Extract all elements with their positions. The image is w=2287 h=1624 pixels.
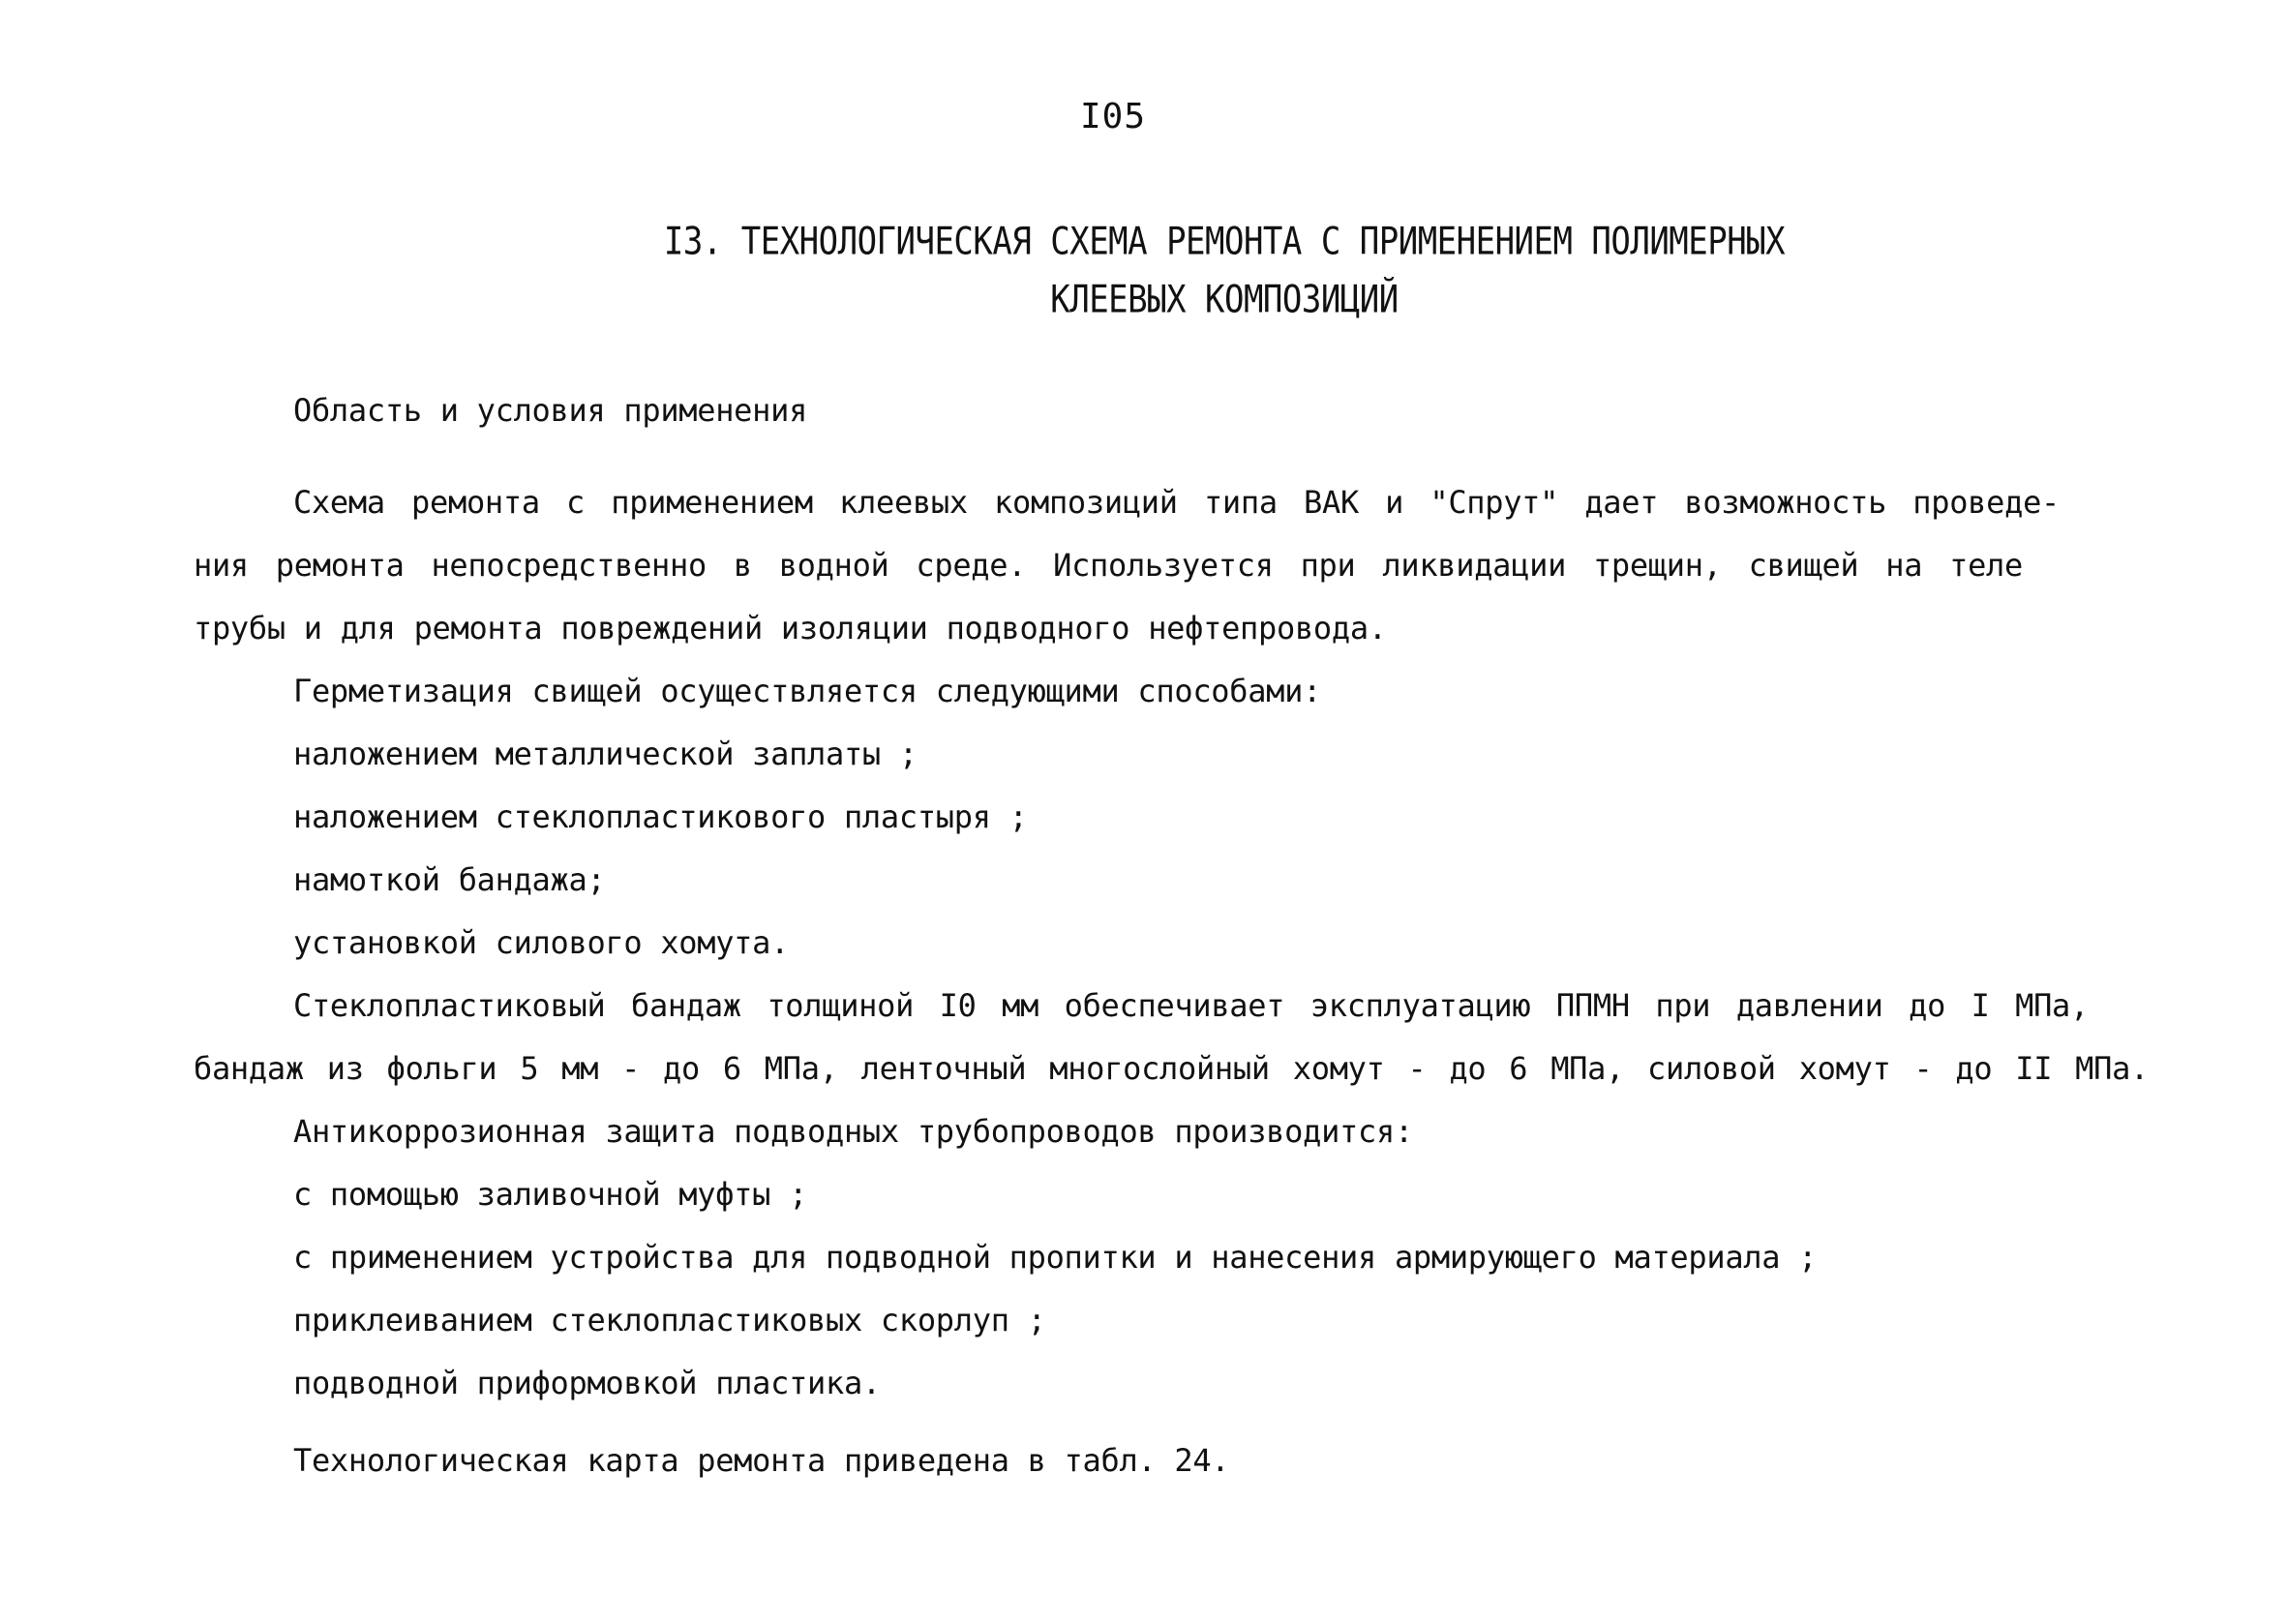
section-title-line-1: I3. ТЕХНОЛОГИЧЕСКАЯ СХЕМА РЕМОНТА С ПРИМЕНЕНИЕМ ПОЛИМЕРНЫХ — [663, 219, 1786, 264]
page-number: I05 — [1079, 97, 1147, 136]
sealing-item: намоткой бандажа; — [293, 861, 606, 898]
corrosion-item: приклеиванием стеклопластиковых скорлуп ; — [293, 1302, 1046, 1338]
section-title-line-2: КЛЕЕВЫХ КОМПОЗИЦИЙ — [1050, 277, 1399, 322]
paragraph-1-line-1: Схема ремонта с применением клеевых композиций типа ВАК и "Спрут" дает возможность проведе- — [293, 484, 2060, 521]
corrosion-intro: Антикоррозионная защита подводных трубопроводов производится: — [293, 1113, 1413, 1150]
sealing-item: установкой силового хомута. — [293, 924, 790, 961]
corrosion-item: с применением устройства для подводной пропитки и нанесения армирующего материала ; — [293, 1239, 1818, 1276]
sealing-item: наложением металлической заплаты ; — [293, 736, 918, 772]
section-heading: Область и условия применения — [293, 392, 808, 429]
corrosion-item: с помощью заливочной муфты ; — [293, 1176, 808, 1213]
corrosion-item: подводной приформовкой пластика. — [293, 1365, 881, 1401]
paragraph-1-line-2: ния ремонта непосредственно в водной среде. Используется при ликвидации трещин, свищей на теле — [194, 547, 2023, 584]
paragraph-2-line-2: бандаж из фольги 5 мм - до 6 МПа, ленточный многослойный хомут - до 6 МПа, силовой хомут - до II МПа. — [194, 1050, 2149, 1087]
section-title — [639, 213, 1810, 329]
paragraph-2-line-1: Стеклопластиковый бандаж толщиной I0 мм обеспечивает эксплуатацию ППМН при давлении до I МПа, — [293, 987, 2089, 1024]
sealing-item: наложением стеклопластикового пластыря ; — [293, 798, 1028, 835]
closing-reference: Технологическая карта ремонта приведена в табл. 24. — [293, 1442, 1230, 1479]
paragraph-1-line-3: трубы и для ремонта повреждений изоляции подводного нефтепровода. — [194, 610, 1387, 647]
sealing-intro: Герметизация свищей осуществляется следующими способами: — [293, 673, 1322, 709]
